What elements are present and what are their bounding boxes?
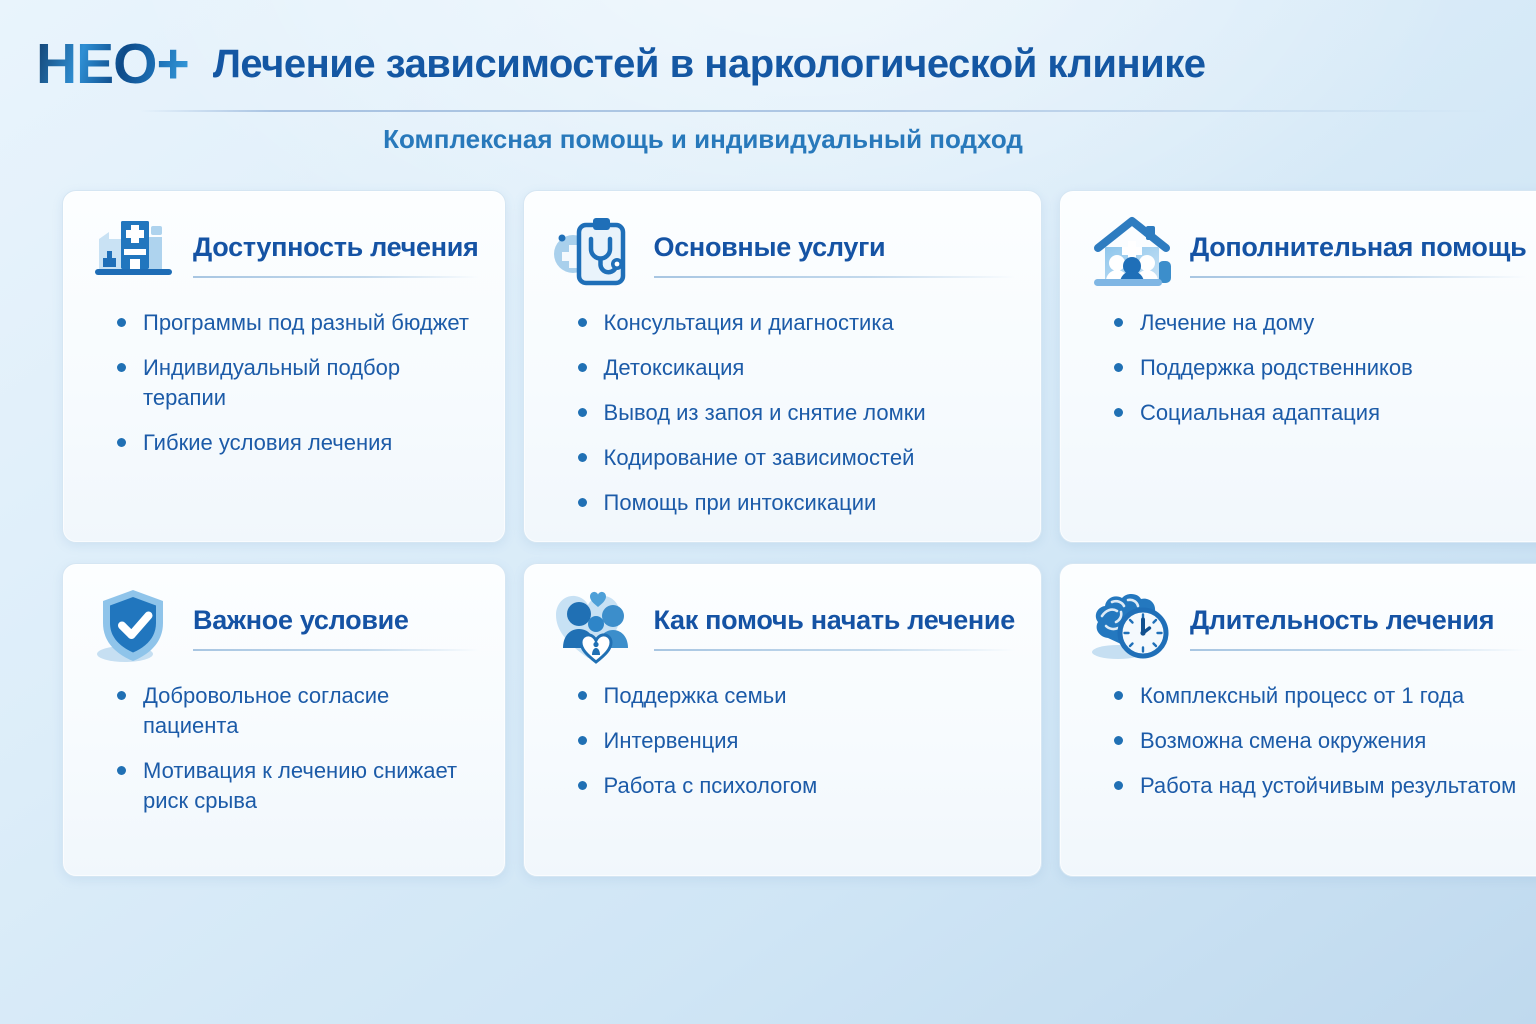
cards-grid xyxy=(62,190,1527,877)
list-item xyxy=(1114,308,1526,338)
bullet-dot xyxy=(1114,318,1123,327)
bullet-dot xyxy=(578,318,587,327)
list-item xyxy=(117,353,479,413)
bullet-dot xyxy=(1114,363,1123,372)
card-title-underline xyxy=(193,649,479,651)
list-item-text: Программы под разный бюджет xyxy=(143,310,469,335)
list-item-text: Добровольное согласие пациента xyxy=(143,683,390,738)
card-header-text xyxy=(1190,603,1526,651)
list-item xyxy=(578,488,1015,518)
card-list xyxy=(1114,308,1526,428)
card-header xyxy=(1088,213,1526,295)
card-title-underline xyxy=(654,276,1015,278)
card-treatment-availability xyxy=(62,190,506,543)
card-main-services xyxy=(523,190,1042,543)
header xyxy=(36,32,1206,96)
list-item-text: Помощь при интоксикации xyxy=(603,490,877,515)
bullet-dot xyxy=(578,691,587,700)
card-title-underline xyxy=(1190,276,1526,278)
card-title: Основные услуги xyxy=(653,232,886,263)
list-item xyxy=(578,726,1015,756)
card-header-text xyxy=(1190,230,1526,278)
list-item xyxy=(117,756,479,816)
hospital-icon xyxy=(91,213,179,295)
card-list xyxy=(117,681,479,816)
brain-clock-icon xyxy=(1088,586,1176,668)
card-list xyxy=(117,308,479,458)
family-heart-icon xyxy=(552,586,640,668)
card-title: Доступность лечения xyxy=(193,232,479,263)
list-item-text: Поддержка родственников xyxy=(1139,355,1413,380)
card-important-condition xyxy=(62,563,506,877)
list-item-text: Консультация и диагностика xyxy=(603,310,894,335)
card-title-underline xyxy=(654,649,1015,651)
bullet-dot xyxy=(117,766,126,775)
bullet-dot xyxy=(1114,781,1123,790)
list-item xyxy=(1114,681,1526,711)
list-item xyxy=(117,428,479,458)
list-item-text: Возможна смена окружения xyxy=(1139,728,1427,753)
list-item xyxy=(578,443,1015,473)
card-additional-help xyxy=(1059,190,1536,543)
card-how-to-start-treatment xyxy=(523,563,1042,877)
bullet-dot xyxy=(117,363,126,372)
bullet-dot xyxy=(578,408,587,417)
page-title: Лечение зависимостей в наркологической клинике xyxy=(212,42,1206,86)
list-item-text: Вывод из запоя и снятие ломки xyxy=(603,400,926,425)
list-item xyxy=(578,398,1015,428)
card-header-text xyxy=(654,603,1015,651)
card-title-underline xyxy=(193,276,479,278)
list-item-text: Работа над устойчивым результатом xyxy=(1139,773,1517,798)
bullet-dot xyxy=(578,736,587,745)
list-item-text: Гибкие условия лечения xyxy=(143,430,393,455)
bullet-dot xyxy=(117,438,126,447)
house-cross-icon xyxy=(1088,213,1176,295)
list-item-text: Социальная адаптация xyxy=(1139,400,1380,425)
card-title-underline xyxy=(1190,649,1526,651)
card-header xyxy=(552,213,1015,295)
list-item-text: Интервенция xyxy=(603,728,739,753)
card-title: Длительность лечения xyxy=(1189,605,1495,636)
bullet-dot xyxy=(578,363,587,372)
card-header xyxy=(91,213,479,295)
list-item xyxy=(578,681,1015,711)
list-item-text: Мотивация к лечению снижает риск срыва xyxy=(143,758,458,813)
bullet-dot xyxy=(578,453,587,462)
clipboard-stethoscope-icon xyxy=(552,213,640,295)
list-item xyxy=(578,353,1015,383)
card-treatment-duration xyxy=(1059,563,1536,877)
list-item-text: Поддержка семьи xyxy=(603,683,787,708)
list-item xyxy=(117,308,479,338)
bullet-dot xyxy=(578,498,587,507)
card-title: Как помочь начать лечение xyxy=(653,605,1015,636)
card-header xyxy=(91,586,479,668)
card-header-text xyxy=(193,603,479,651)
header-divider xyxy=(140,110,1488,112)
bullet-dot xyxy=(1114,408,1123,417)
card-list xyxy=(578,308,1015,518)
bullet-dot xyxy=(1114,736,1123,745)
card-title: Дополнительная помощь xyxy=(1189,232,1527,263)
list-item xyxy=(1114,771,1526,801)
list-item-text: Работа с психологом xyxy=(603,773,818,798)
list-item-text: Индивидуальный подбор терапии xyxy=(143,355,401,410)
list-item-text: Детоксикация xyxy=(603,355,745,380)
card-title: Важное условие xyxy=(193,605,409,636)
card-list xyxy=(1114,681,1526,801)
list-item-text: Лечение на дому xyxy=(1139,310,1315,335)
bullet-dot xyxy=(117,318,126,327)
list-item xyxy=(1114,398,1526,428)
card-header xyxy=(1088,586,1526,668)
list-item xyxy=(1114,726,1526,756)
brand-logo: НЕО+ xyxy=(36,32,189,96)
page-subtitle: Комплексная помощь и индивидуальный подход xyxy=(383,124,1023,154)
card-list xyxy=(578,681,1015,801)
bullet-dot xyxy=(117,691,126,700)
card-header-text xyxy=(654,230,1015,278)
card-header-text xyxy=(193,230,479,278)
card-header xyxy=(552,586,1015,668)
list-item xyxy=(578,771,1015,801)
shield-check-icon xyxy=(91,586,179,668)
list-item xyxy=(578,308,1015,338)
bullet-dot xyxy=(1114,691,1123,700)
list-item-text: Кодирование от зависимостей xyxy=(603,445,915,470)
bullet-dot xyxy=(578,781,587,790)
list-item-text: Комплексный процесс от 1 года xyxy=(1139,683,1465,708)
list-item xyxy=(1114,353,1526,383)
list-item xyxy=(117,681,479,741)
